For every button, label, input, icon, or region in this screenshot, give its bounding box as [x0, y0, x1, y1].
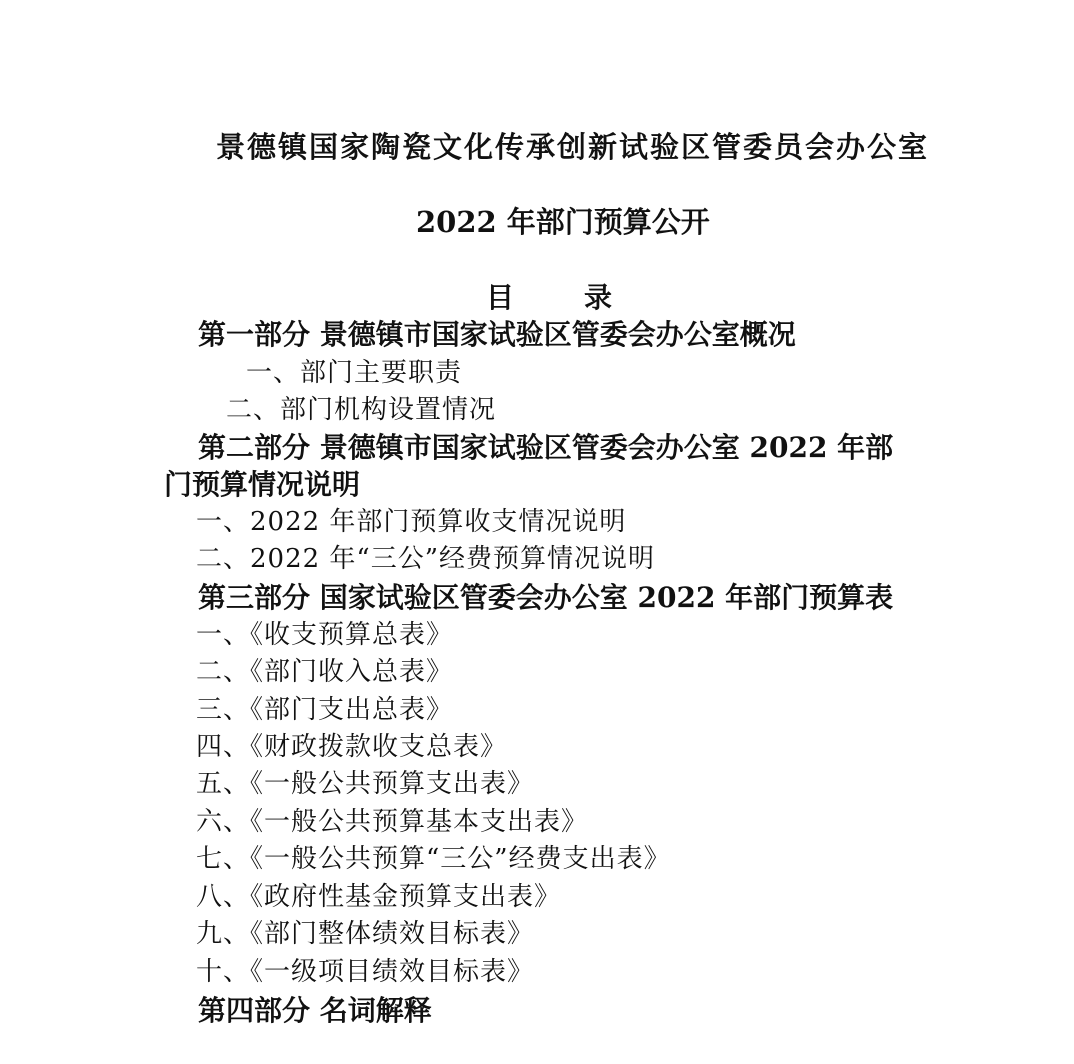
- part2-item-three-public: 二、2022 年“三公”经费预算情况说明: [196, 544, 656, 574]
- part3-item-2: 二、《部门收入总表》: [196, 657, 454, 687]
- toc-heading: 目录: [486, 281, 683, 314]
- document-subtitle: 2022 年部门预算公开: [416, 205, 710, 239]
- part3-item-1: 一、《收支预算总表》: [196, 620, 454, 650]
- part3-item-6: 六、《一般公共预算基本支出表》: [196, 807, 589, 837]
- part2-heading-line2: 门预算情况说明: [164, 468, 361, 501]
- part3-heading: 第三部分 国家试验区管委会办公室 2022 年部门预算表: [198, 581, 894, 614]
- part3-item-4: 四、《财政拨款收支总表》: [196, 732, 508, 762]
- part3-item-5: 五、《一般公共预算支出表》: [196, 769, 535, 799]
- part1-item-structure: 二、部门机构设置情况: [226, 395, 497, 425]
- part1-heading: 第一部分 景德镇市国家试验区管委会办公室概况: [198, 318, 796, 351]
- part3-item-3: 三、《部门支出总表》: [196, 695, 454, 725]
- part4-heading: 第四部分 名词解释: [198, 994, 432, 1027]
- part1-item-duties: 一、部门主要职责: [246, 358, 463, 388]
- part2-item-budget: 一、2022 年部门预算收支情况说明: [196, 507, 627, 537]
- part3-item-7: 七、《一般公共预算“三公”经费支出表》: [196, 844, 671, 874]
- part2-heading-line1: 第二部分 景德镇市国家试验区管委会办公室 2022 年部: [198, 431, 894, 464]
- document-title: 景德镇国家陶瓷文化传承创新试验区管委员会办公室: [216, 130, 930, 164]
- part3-item-9: 九、《部门整体绩效目标表》: [196, 919, 535, 949]
- part3-item-8: 八、《政府性基金预算支出表》: [196, 882, 562, 912]
- part3-item-10: 十、《一级项目绩效目标表》: [196, 957, 535, 987]
